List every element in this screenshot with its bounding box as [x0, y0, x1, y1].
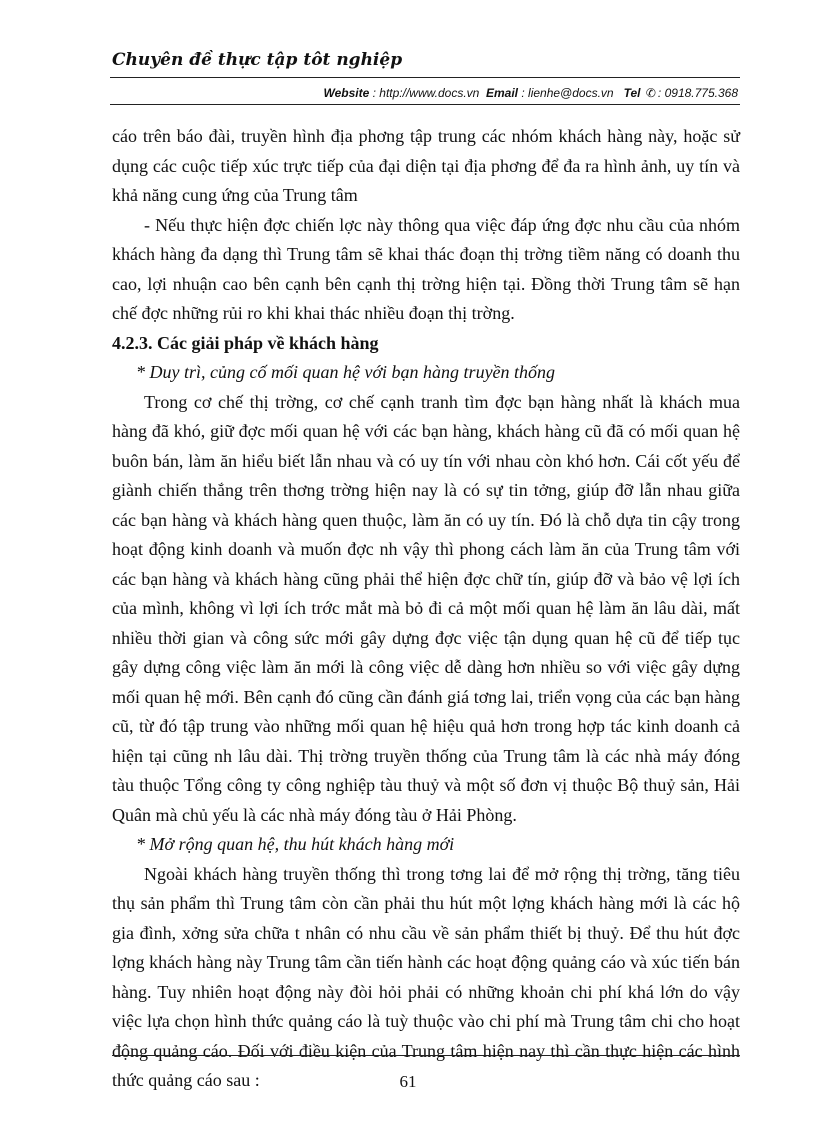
website-label: Website — [323, 86, 370, 100]
header-rule-bottom — [110, 104, 740, 105]
subheading-2: * Mở rộng quan hệ, thu hút khách hàng mới — [136, 834, 455, 854]
subheading-1: * Duy trì, củng cố mối quan hệ với bạn hàng truyền thống — [136, 362, 556, 382]
website-value: : http://www.docs.vn — [372, 86, 480, 100]
document-body — [112, 122, 740, 1096]
tel-label: Tel — [623, 86, 641, 100]
paragraph-1: cáo trên báo đài, truyền hình địa phơng tập trung các nhóm khách hàng này, hoặc sử dụng các cuộc tiếp xúc trực tiếp của đại diện tại địa phơng để đa ra hình ảnh, uy tín và khả năng cung ứng của Trung tâm — [112, 126, 740, 205]
email-value: : lienhe@docs.vn — [521, 86, 614, 100]
email-label: Email — [486, 86, 519, 100]
phone-icon: ✆ — [645, 86, 656, 100]
header-title: Chuyên đề thực tập tôt nghiệp — [112, 50, 403, 70]
paragraph-4: Ngoài khách hàng truyền thống thì trong tơng lai để mở rộng thị trờng, tăng tiêu thụ sản phẩm thì Trung tâm còn cần phải thu hút một lợng khách hàng mới là các hộ gia đình, xởng sửa chữa t nhân có nhu cầu về sản phẩm thiết bị thuỷ. Để thu hút đợc lợng khách hàng này Trung tâm cần tiến hành các hoạt động quảng cáo và xúc tiến bán hàng. Tuy nhiên hoạt động này đòi hỏi phải có những khoản chi phí khá lớn do vậy việc lựa chọn hình thức quảng cáo là tuỳ thuộc vào chi phí mà Trung tâm chi cho hoạt động quảng cáo. Đối với điều kiện của Trung tâm hiện nay thì cần thực hiện các hình thức quảng cáo sau : — [112, 863, 740, 1090]
header-rule-top — [110, 77, 740, 78]
header-contact — [323, 86, 738, 100]
paragraph-3: Trong cơ chế thị trờng, cơ chế cạnh tranh tìm đợc bạn hàng nhất là khách mua hàng đã khó, giữ đợc mối quan hệ với các bạn hàng, khách hàng cũ đã có mối quan hệ buôn bán, làm ăn hiểu biết lẫn nhau và có uy tín với nhau còn khó hơn. Cái cốt yếu để giành chiến thắng trên thơng trờng hiện nay là có sự tin tởng, giúp đỡ lẫn nhau giữa các bạn hàng và khách hàng quen thuộc, làm ăn có uy tín. Đó là chỗ dựa tin cậy trong hoạt động kinh doanh và muốn đợc nh vậy thì phong cách làm ăn của Trung tâm với các bạn hàng và khách hàng cũng phải thể hiện đợc chữ tín, giúp đỡ và bảo vệ lợi ích của mình, không vì lợi ích trớc mắt mà bỏ đi cả một mối quan hệ làm ăn lâu dài, mất nhiều thời gian và công sức mới gây dựng đợc việc tận dụng quan hệ cũ để tiếp tục gây dựng công việc làm ăn mới là công việc dễ dàng hơn nhiều so với việc gây dựng mối quan hệ mới. Bên cạnh đó cũng cần đánh giá tơng lai, triển vọng của các bạn hàng cũ, từ đó tập trung vào những mối quan hệ hiệu quả hơn trong hợp tác kinh doanh cả hiện tại cũng nh lâu dài. Thị trờng truyền thống của Trung tâm là các nhà máy đóng tàu thuộc Tổng công ty công nghiệp tàu thuỷ và một số đơn vị thuộc Bộ thuỷ sản, Hải Quân mà chủ yếu là các nhà máy đóng tàu ở Hải Phòng. — [112, 391, 740, 825]
tel-value: : 0918.775.368 — [657, 86, 738, 100]
footer-rule — [112, 1055, 740, 1056]
paragraph-2: - Nếu thực hiện đợc chiến lợc này thông qua việc đáp ứng đợc nhu cầu của nhóm khách hàng đa dạng thì Trung tâm sẽ khai thác đoạn thị trờng tiềm năng có doanh thu cao, lợi nhuận cao bên cạnh bên cạnh thị trờng hiện tại. Đồng thời Trung tâm sẽ hạn chế đợc những rủi ro khi khai thác nhiều đoạn thị trờng. — [112, 214, 740, 323]
section-heading: 4.2.3. Các giải pháp về khách hàng — [112, 332, 379, 353]
page-number: 61 — [399, 1072, 417, 1091]
